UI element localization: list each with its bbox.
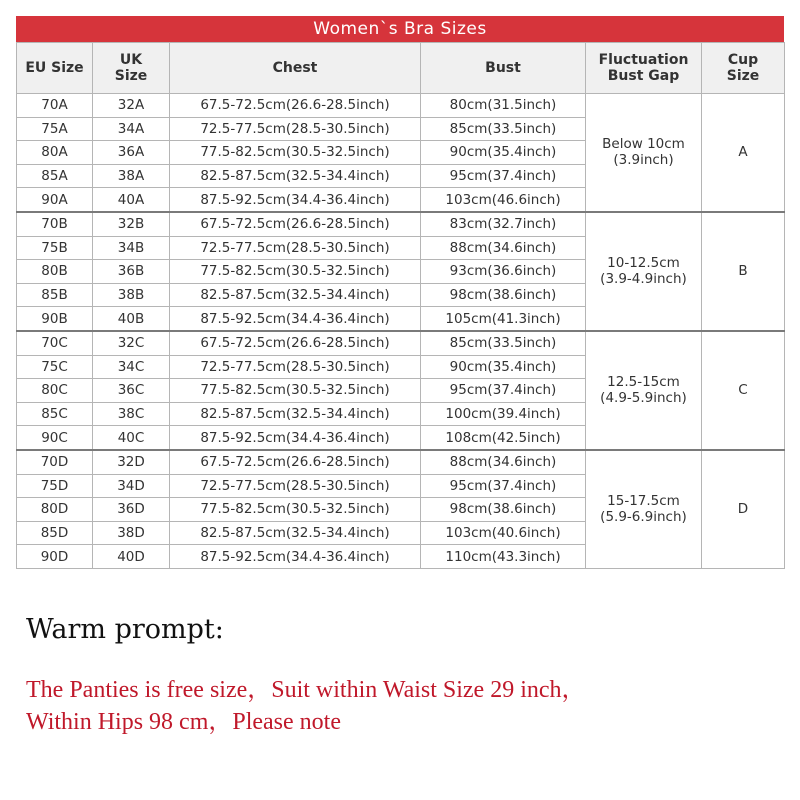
bust-gap-line: (5.9-6.9inch): [600, 509, 687, 526]
eu-size-cell: 90A: [17, 188, 93, 212]
eu-size-cell: 75D: [17, 474, 93, 498]
bust-cell: 93cm(36.6inch): [421, 260, 586, 284]
warm-prompt-title: Warm prompt:: [26, 614, 224, 645]
bust-gap-line: Below 10cm: [602, 136, 685, 153]
bust-cell: 100cm(39.4inch): [421, 402, 586, 426]
bust-gap-line: 12.5-15cm: [607, 374, 680, 391]
chest-cell: 77.5-82.5cm(30.5-32.5inch): [170, 498, 421, 522]
header-uk-size: [93, 43, 170, 94]
bust-cell: 90cm(35.4inch): [421, 141, 586, 165]
chest-cell: 87.5-92.5cm(34.4-36.4inch): [170, 426, 421, 450]
uk-size-cell: 40A: [93, 188, 170, 212]
bust-gap-line: 10-12.5cm: [607, 255, 680, 272]
bust-cell: 98cm(38.6inch): [421, 498, 586, 522]
eu-size-cell: 70C: [17, 331, 93, 355]
header-cup-size-line2: Size: [726, 68, 760, 84]
table-row: [17, 94, 785, 118]
chest-cell: 72.5-77.5cm(28.5-30.5inch): [170, 236, 421, 260]
bust-cell: 83cm(32.7inch): [421, 212, 586, 236]
chest-cell: 72.5-77.5cm(28.5-30.5inch): [170, 355, 421, 379]
chest-cell: 67.5-72.5cm(26.6-28.5inch): [170, 450, 421, 474]
bust-gap-line: (3.9inch): [613, 152, 674, 169]
bust-cell: 98cm(38.6inch): [421, 283, 586, 307]
chest-cell: 82.5-87.5cm(32.5-34.4inch): [170, 402, 421, 426]
bust-cell: 95cm(37.4inch): [421, 379, 586, 403]
bust-cell: 95cm(37.4inch): [421, 474, 586, 498]
uk-size-cell: 36A: [93, 141, 170, 165]
bust-cell: 88cm(34.6inch): [421, 236, 586, 260]
chest-cell: 77.5-82.5cm(30.5-32.5inch): [170, 260, 421, 284]
header-uk-size-line2: Size: [114, 68, 148, 84]
bust-gap-line: (4.9-5.9inch): [600, 390, 687, 407]
eu-size-cell: 90B: [17, 307, 93, 331]
header-bust-label: Bust: [485, 60, 521, 76]
uk-size-cell: 40C: [93, 426, 170, 450]
uk-size-cell: 34B: [93, 236, 170, 260]
cup-size-cell: A: [702, 94, 785, 212]
header-uk-size-line1: UK: [119, 52, 143, 68]
header-cup-size-line1: Cup: [727, 52, 759, 68]
eu-size-cell: 75B: [17, 236, 93, 260]
warm-prompt-line-2: Within Hips 98 cm，Please note: [26, 709, 341, 735]
eu-size-cell: 70D: [17, 450, 93, 474]
bust-cell: 110cm(43.3inch): [421, 545, 586, 569]
uk-size-cell: 32D: [93, 450, 170, 474]
chest-cell: 67.5-72.5cm(26.6-28.5inch): [170, 94, 421, 118]
cup-size-cell: D: [702, 450, 785, 568]
uk-size-cell: 40D: [93, 545, 170, 569]
chest-cell: 72.5-77.5cm(28.5-30.5inch): [170, 474, 421, 498]
bust-gap-cell: [586, 331, 702, 450]
eu-size-cell: 90D: [17, 545, 93, 569]
bust-cell: 85cm(33.5inch): [421, 117, 586, 141]
uk-size-cell: 38B: [93, 283, 170, 307]
chest-cell: 87.5-92.5cm(34.4-36.4inch): [170, 188, 421, 212]
bust-cell: 103cm(46.6inch): [421, 188, 586, 212]
uk-size-cell: 36D: [93, 498, 170, 522]
table-header-row: [17, 43, 785, 94]
eu-size-cell: 85A: [17, 164, 93, 188]
eu-size-cell: 75C: [17, 355, 93, 379]
bra-size-table: [16, 42, 785, 569]
eu-size-cell: 70B: [17, 212, 93, 236]
bust-cell: 105cm(41.3inch): [421, 307, 586, 331]
header-eu-size-label: EU Size: [25, 60, 84, 76]
uk-size-cell: 36B: [93, 260, 170, 284]
bust-cell: 88cm(34.6inch): [421, 450, 586, 474]
header-chest: [170, 43, 421, 94]
bust-gap-cell: [586, 212, 702, 331]
eu-size-cell: 80C: [17, 379, 93, 403]
uk-size-cell: 32B: [93, 212, 170, 236]
eu-size-cell: 80A: [17, 141, 93, 165]
uk-size-cell: 40B: [93, 307, 170, 331]
warm-prompt-line-1: The Panties is free size，Suit within Waist Size 29 inch，: [26, 677, 586, 703]
uk-size-cell: 38D: [93, 521, 170, 545]
chest-cell: 82.5-87.5cm(32.5-34.4inch): [170, 283, 421, 307]
header-bust-gap: [586, 43, 702, 94]
header-bust-gap-line1: Fluctuation: [598, 52, 689, 68]
chest-cell: 67.5-72.5cm(26.6-28.5inch): [170, 331, 421, 355]
chest-cell: 82.5-87.5cm(32.5-34.4inch): [170, 521, 421, 545]
eu-size-cell: 85B: [17, 283, 93, 307]
eu-size-cell: 90C: [17, 426, 93, 450]
bust-gap-line: (3.9-4.9inch): [600, 271, 687, 288]
bust-cell: 95cm(37.4inch): [421, 164, 586, 188]
table-row: [17, 212, 785, 236]
chest-cell: 72.5-77.5cm(28.5-30.5inch): [170, 117, 421, 141]
bust-cell: 90cm(35.4inch): [421, 355, 586, 379]
bust-gap-line: 15-17.5cm: [607, 493, 680, 510]
header-cup-size: [702, 43, 785, 94]
cup-size-cell: C: [702, 331, 785, 450]
bust-cell: 80cm(31.5inch): [421, 94, 586, 118]
chest-cell: 77.5-82.5cm(30.5-32.5inch): [170, 141, 421, 165]
chest-cell: 87.5-92.5cm(34.4-36.4inch): [170, 545, 421, 569]
bust-gap-cell: [586, 450, 702, 568]
bust-cell: 103cm(40.6inch): [421, 521, 586, 545]
table-row: [17, 450, 785, 474]
eu-size-cell: 80B: [17, 260, 93, 284]
chest-cell: 87.5-92.5cm(34.4-36.4inch): [170, 307, 421, 331]
header-bust-gap-line2: Bust Gap: [607, 68, 680, 84]
uk-size-cell: 34C: [93, 355, 170, 379]
warm-prompt-text: [26, 674, 786, 738]
size-chart-title: Women`s Bra Sizes: [16, 16, 784, 42]
uk-size-cell: 32C: [93, 331, 170, 355]
chest-cell: 77.5-82.5cm(30.5-32.5inch): [170, 379, 421, 403]
table-row: [17, 331, 785, 355]
size-table-body: [17, 94, 785, 569]
chest-cell: 82.5-87.5cm(32.5-34.4inch): [170, 164, 421, 188]
uk-size-cell: 32A: [93, 94, 170, 118]
uk-size-cell: 34A: [93, 117, 170, 141]
bust-cell: 108cm(42.5inch): [421, 426, 586, 450]
cup-size-cell: B: [702, 212, 785, 331]
bust-cell: 85cm(33.5inch): [421, 331, 586, 355]
eu-size-cell: 85C: [17, 402, 93, 426]
eu-size-cell: 70A: [17, 94, 93, 118]
uk-size-cell: 38A: [93, 164, 170, 188]
header-eu-size: [17, 43, 93, 94]
eu-size-cell: 80D: [17, 498, 93, 522]
chest-cell: 67.5-72.5cm(26.6-28.5inch): [170, 212, 421, 236]
eu-size-cell: 75A: [17, 117, 93, 141]
header-bust: [421, 43, 586, 94]
uk-size-cell: 34D: [93, 474, 170, 498]
eu-size-cell: 85D: [17, 521, 93, 545]
uk-size-cell: 36C: [93, 379, 170, 403]
bust-gap-cell: [586, 94, 702, 212]
uk-size-cell: 38C: [93, 402, 170, 426]
header-chest-label: Chest: [272, 60, 318, 76]
